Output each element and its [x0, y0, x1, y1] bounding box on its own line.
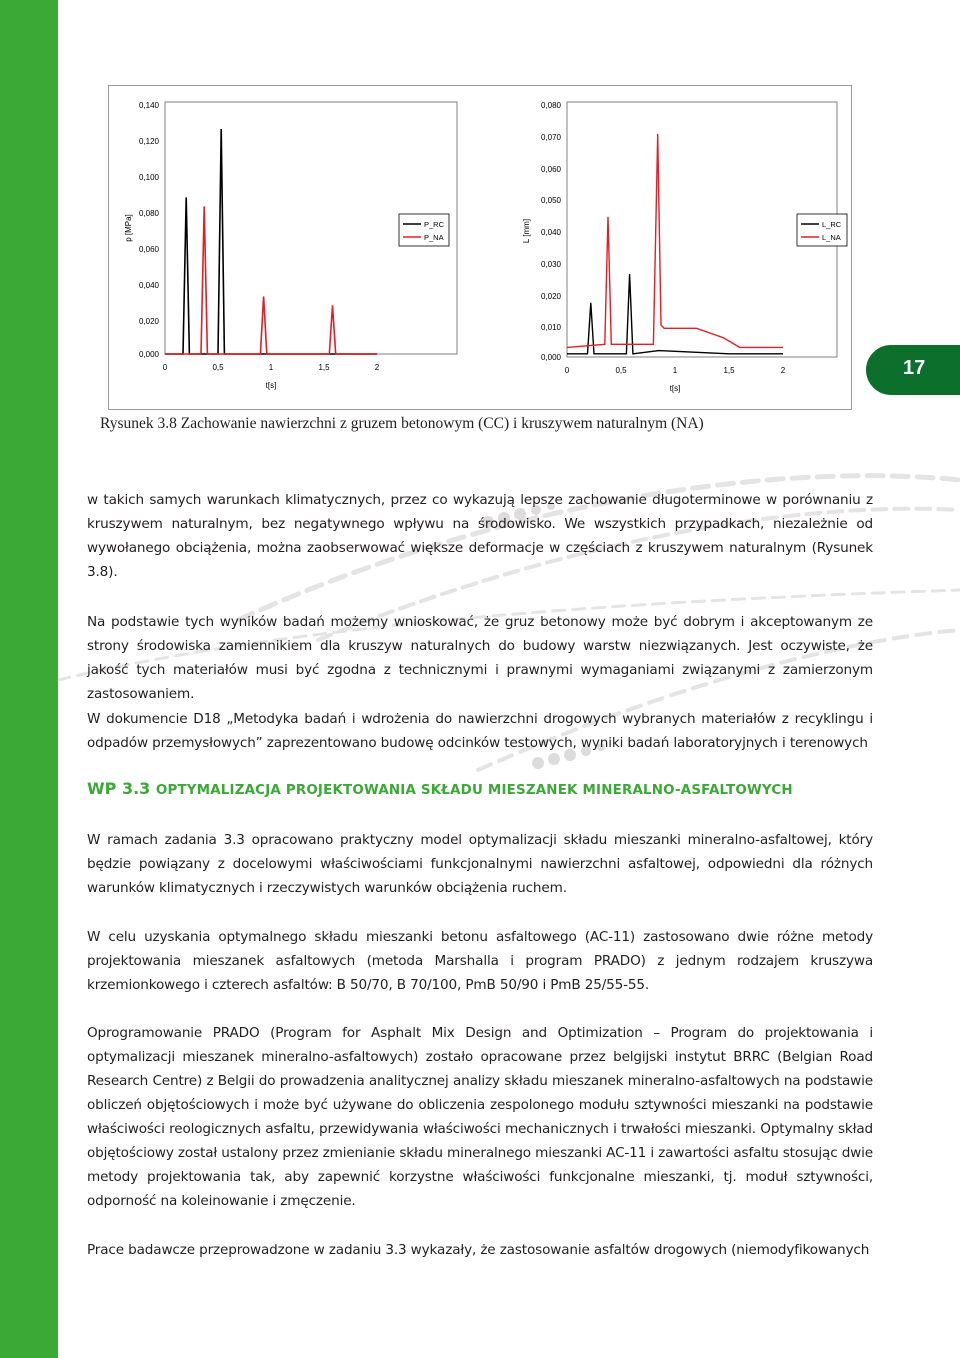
- x-tick-label: 1: [268, 363, 274, 372]
- y-tick-label: 0,140: [138, 101, 159, 110]
- legend-label-l-na: L_NA: [822, 233, 841, 242]
- y-tick-label: 0,020: [540, 292, 561, 301]
- x-tick-label: 1: [672, 366, 678, 375]
- paragraph-3: W dokumencie D18 „Metodyka badań i wdrożenia do nawierzchni drogowych wybranych materiałów z recyklingu i odpadów przemysłowych” zaprezentowano budowę odcinków testowych, wyniki badań laboratoryjnych i terenowych: [87, 711, 873, 751]
- paragraph-2: Na podstawie tych wyników badań możemy wnioskować, że gruz betonowy może być dobrym i akceptowanym ze strony środowiska zamiennikiem dla kruszyw naturalnych do budowy warstw niezwiązanych. Jest oczywiste, że jakość tych materiałów musi być zgodna z technicznymi i prawnymi wymaganiami związanymi z zamierzonym zastosowaniem.: [87, 614, 873, 702]
- paragraph-4: W ramach zadania 3.3 opracowano praktyczny model optymalizacji składu mieszanki mineralno-asfaltowej, który będzie powiązany z docelowymi właściwościami funkcjonalnymi nawierzchni asfaltowej, odpowiedni dla różnych warunków klimatycznych i rzeczywistych warunków obciążenia ruchem.: [87, 832, 873, 896]
- y-tick-label: 0,000: [540, 353, 561, 362]
- y-tick-label: 0,120: [138, 137, 159, 146]
- x-tick-label: 1,5: [318, 363, 330, 372]
- paragraph-6: Oprogramowanie PRADO (Program for Asphalt Mix Design and Optimization – Program do projektowania i optymalizacji mieszanek mineralno-asfaltowych) zostało opracowane przez belgijski instytut BRRC (Belgian Road Research Centre) z Belgii do prowadzenia analitycznej analizy składu mieszanek mineralno-asfaltowych na podstawie obliczeń objętościowych i może być używane do obliczenia zespolonego modułu sztywności mieszanki na podstawie właściwości reologicznych asfaltu, przewidywania właściwości mechanicznych i trwałości mieszanki. Optymalny skład objętościowy został ustalony przez zmienianie składu mineralnego mieszanki AC-11 i zawartości asfaltu stosując dwie metody projektowania tak, aby zapewnić korzystne właściwości funkcjonalne mieszanki, tj. moduł sztywności, odporność na koleinowanie i zmęczenie.: [87, 1025, 873, 1209]
- chart-deflection: [522, 101, 847, 393]
- y-tick-label: 0,040: [138, 281, 159, 290]
- x-tick-label: 0,5: [212, 363, 224, 372]
- section-number: WP 3.3: [87, 779, 151, 798]
- legend-deflection: [797, 214, 847, 246]
- section-heading: [87, 779, 793, 798]
- y-axis-label-pressure: p [MPa]: [124, 214, 133, 242]
- paragraph-5: W celu uzyskania optymalnego składu mieszanki betonu asfaltowego (AC-11) zastosowano dwie różne metody projektowania mieszanek asfaltowych (metoda Marshalla i program PRADO) z jednym rodzajem kruszywa krzemionkowego i czterech asfaltów: B 50/70, B 70/100, PmB 50/90 i PmB 25/55-55.: [87, 929, 873, 993]
- y-tick-label: 0,040: [540, 228, 561, 237]
- page-number: 17: [903, 357, 926, 379]
- sidebar-green-bar: [0, 0, 58, 1358]
- x-tick-label: 0: [564, 366, 570, 375]
- y-tick-label: 0,070: [540, 133, 561, 142]
- y-tick-label: 0,050: [540, 196, 561, 205]
- x-tick-label: 2: [374, 363, 380, 372]
- legend-label-p-na: P_NA: [424, 233, 444, 242]
- x-ticks-deflection: [565, 366, 786, 375]
- paragraph-7: Prace badawcze przeprowadzone w zadaniu 3.3 wykazały, że zastosowanie asfaltów drogowych (niemodyfikowanych: [87, 1242, 870, 1258]
- y-ticks-deflection: [541, 101, 562, 362]
- x-tick-label: 2: [780, 366, 786, 375]
- x-axis-label-deflection: t[s]: [669, 384, 681, 393]
- legend-pressure: [399, 214, 449, 246]
- y-tick-label: 0,060: [138, 245, 159, 254]
- y-tick-label: 0,080: [138, 209, 159, 218]
- legend-label-l-rc: L_RC: [822, 220, 842, 229]
- y-axis-label-deflection: L [mm]: [522, 218, 531, 244]
- chart-pressure: [124, 101, 457, 390]
- section-title: OPTYMALIZACJA PROJEKTOWANIA SKŁADU MIESZANEK MINERALNO-ASFALTOWYCH: [155, 783, 793, 798]
- y-tick-label: 0,000: [138, 350, 159, 359]
- legend-label-p-rc: P_RC: [424, 220, 445, 229]
- x-tick-label: 1,5: [723, 366, 735, 375]
- y-tick-label: 0,020: [138, 317, 159, 326]
- y-ticks-pressure: [139, 101, 160, 359]
- x-tick-label: 0,5: [615, 366, 627, 375]
- y-tick-label: 0,060: [540, 165, 561, 174]
- y-tick-label: 0,080: [540, 101, 561, 110]
- y-tick-label: 0,010: [540, 323, 561, 332]
- figure-frame: [108, 85, 852, 410]
- figure-caption: Rysunek 3.8 Zachowanie nawierzchni z gruzem betonowym (CC) i kruszywem naturalnym (NA): [100, 415, 704, 432]
- x-tick-label: 0: [162, 363, 168, 372]
- y-tick-label: 0,030: [540, 260, 561, 269]
- x-ticks-pressure: [163, 363, 380, 372]
- x-axis-label-pressure: t[s]: [265, 381, 277, 390]
- paragraph-1: w takich samych warunkach klimatycznych, przez co wykazują lepsze zachowanie długoterminowe w porównaniu z kruszywem naturalnym, bez negatywnego wpływu na środowisko. We wszystkich przypadkach, niezależnie od wywołanego obciążenia, można zaobserwować większe deformacje w częściach z kruszywem naturalnym (Rysunek 3.8).: [87, 492, 873, 580]
- y-tick-label: 0,100: [138, 173, 159, 182]
